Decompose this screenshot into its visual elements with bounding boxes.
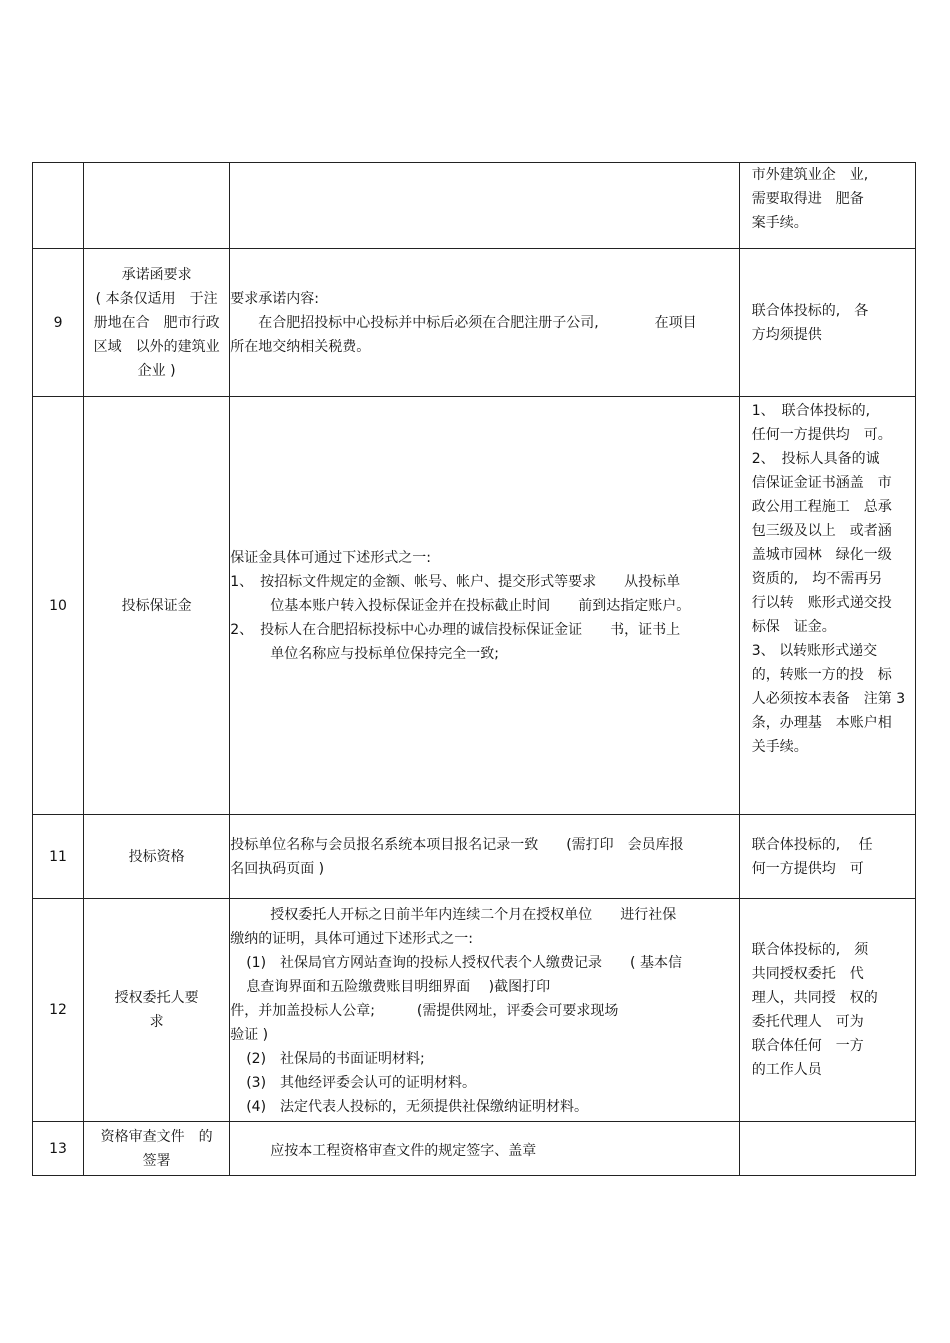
table-row xyxy=(33,397,916,815)
note-line: 联合体投标的, 须 xyxy=(751,942,869,958)
item-line: 授权委托人要 xyxy=(114,990,199,1006)
note-line: 1、 联合体投标的, xyxy=(751,403,871,419)
content-line: 1、 按招标文件规定的金额、帐号、帐户、提交形式等要求 从投标单 xyxy=(230,573,681,590)
note-line: 信保证金证书涵盖 市 xyxy=(751,475,892,491)
row-number: 10 xyxy=(33,397,84,815)
row-item xyxy=(84,249,230,397)
content-line: 应按本工程资格审查文件的规定签字、盖章 xyxy=(270,1143,537,1159)
note-line: 何一方提供均 可 xyxy=(751,860,864,877)
note-line: 理人，共同授 权的 xyxy=(751,990,878,1006)
content-line: (1) 社保局官方网站查询的投标人授权代表个人缴费记录 ( 基本信 xyxy=(246,955,682,971)
table-row xyxy=(33,899,916,1122)
note-line: 人必须按本表备 注第 3 xyxy=(751,691,906,707)
content-line: 要求承诺内容: xyxy=(230,290,319,307)
note-line: 行以转 账形式递交投 xyxy=(751,595,892,611)
content-line: (4) 法定代表人投标的，无须提供社保缴纳证明材料。 xyxy=(246,1099,589,1115)
note-line: 方均须提供 xyxy=(751,326,822,343)
note-line: 包三级及以上 或者涵 xyxy=(751,523,892,539)
row-note xyxy=(739,249,915,397)
content-line: 位基本账户转入投标保证金并在投标截止时间 前到达指定账户。 xyxy=(270,597,691,614)
row-content xyxy=(230,249,740,397)
table-row xyxy=(33,163,916,249)
content-line: 验证 ) xyxy=(230,1027,269,1043)
note-line: 资质的, 均不需再另 xyxy=(751,571,883,587)
row-number xyxy=(33,163,84,249)
content-line: 所在地交纳相关税费。 xyxy=(230,338,371,355)
item-line: 签署 xyxy=(142,1152,171,1169)
item-line: 承诺函要求 xyxy=(121,266,192,283)
row-number: 9 xyxy=(33,249,84,397)
row-note xyxy=(739,899,915,1122)
row-number: 12 xyxy=(33,899,84,1122)
note-line: 需要取得进 肥备 xyxy=(751,191,864,207)
content-line: 缴纳的证明，具体可通过下述形式之一: xyxy=(230,931,473,947)
note-line: 关手续。 xyxy=(751,739,808,755)
content-line: 授权委托人开标之日前半年内连续二个月在授权单位 进行社保 xyxy=(270,907,677,923)
item-line: 区域 以外的建筑业 xyxy=(93,338,220,355)
item-line: ( 本条仅适用 于注 xyxy=(95,290,218,307)
content-line: 2、 投标人在合肥招标投标中心办理的诚信投标保证金证 书，证书上 xyxy=(230,621,681,638)
note-line: 的工作人员 xyxy=(751,1062,822,1078)
qualification-table xyxy=(32,162,916,1176)
note-line: 联合体投标的, 任 xyxy=(751,836,873,853)
note-line: 的，转账一方的投 标 xyxy=(751,667,892,683)
row-item xyxy=(84,815,230,899)
row-number: 11 xyxy=(33,815,84,899)
item-line: 投标保证金 xyxy=(121,597,192,614)
note-line: 联合体投标的, 各 xyxy=(751,302,869,319)
row-content xyxy=(230,397,740,815)
note-line: 政公用工程施工 总承 xyxy=(751,499,892,515)
row-number: 13 xyxy=(33,1122,84,1176)
content-line: 息查询界面和五险缴费账目明细界面 )截图打印 xyxy=(246,979,551,995)
row-content xyxy=(230,1122,740,1176)
note-line: 盖城市园林 绿化一级 xyxy=(751,547,892,563)
item-line: 资格审查文件 的 xyxy=(100,1128,213,1145)
table-row xyxy=(33,1122,916,1176)
row-note xyxy=(739,815,915,899)
row-item xyxy=(84,397,230,815)
note-line: 共同授权委托 代 xyxy=(751,966,864,982)
item-line: 投标资格 xyxy=(128,848,185,865)
note-line: 案手续。 xyxy=(751,215,808,231)
row-note xyxy=(739,163,915,249)
note-line: 2、 投标人具备的诚 xyxy=(751,451,880,467)
note-line: 委托代理人 可为 xyxy=(751,1014,864,1030)
note-line: 标保 证金。 xyxy=(751,619,836,635)
note-line: 市外建筑业企 业, xyxy=(751,167,869,183)
note-line: 条，办理基 本账户相 xyxy=(751,715,892,731)
row-item xyxy=(84,163,230,249)
row-note xyxy=(739,1122,915,1176)
content-line: 单位名称应与投标单位保持完全一致; xyxy=(270,645,499,662)
content-line: 在合肥招投标中心投标并中标后必须在合肥注册子公司, 在项目 xyxy=(258,314,697,331)
row-note xyxy=(739,397,915,815)
content-line: 保证金具体可通过下述形式之一: xyxy=(230,549,431,566)
row-item xyxy=(84,1122,230,1176)
row-item xyxy=(84,899,230,1122)
note-line: 3、 以转账形式递交 xyxy=(751,643,878,659)
item-line: 企业 ) xyxy=(137,362,176,379)
row-content xyxy=(230,815,740,899)
note-line: 联合体任何 一方 xyxy=(751,1038,864,1054)
content-line: (2) 社保局的书面证明材料; xyxy=(246,1051,425,1067)
table-row xyxy=(33,249,916,397)
content-line: 投标单位名称与会员报名系统本项目报名记录一致 (需打印 会员库报 xyxy=(230,836,684,853)
item-line: 求 xyxy=(149,1014,164,1030)
content-line: 名回执码页面 ) xyxy=(230,860,325,877)
note-line: 任何一方提供均 可。 xyxy=(751,427,892,443)
content-line: (3) 其他经评委会认可的证明材料。 xyxy=(246,1075,477,1091)
content-line: 件，并加盖投标人公章; (需提供网址，评委会可要求现场 xyxy=(230,1003,619,1019)
row-content xyxy=(230,163,740,249)
row-content xyxy=(230,899,740,1122)
table-row xyxy=(33,815,916,899)
item-line: 册地在合 肥市行政 xyxy=(93,314,220,331)
